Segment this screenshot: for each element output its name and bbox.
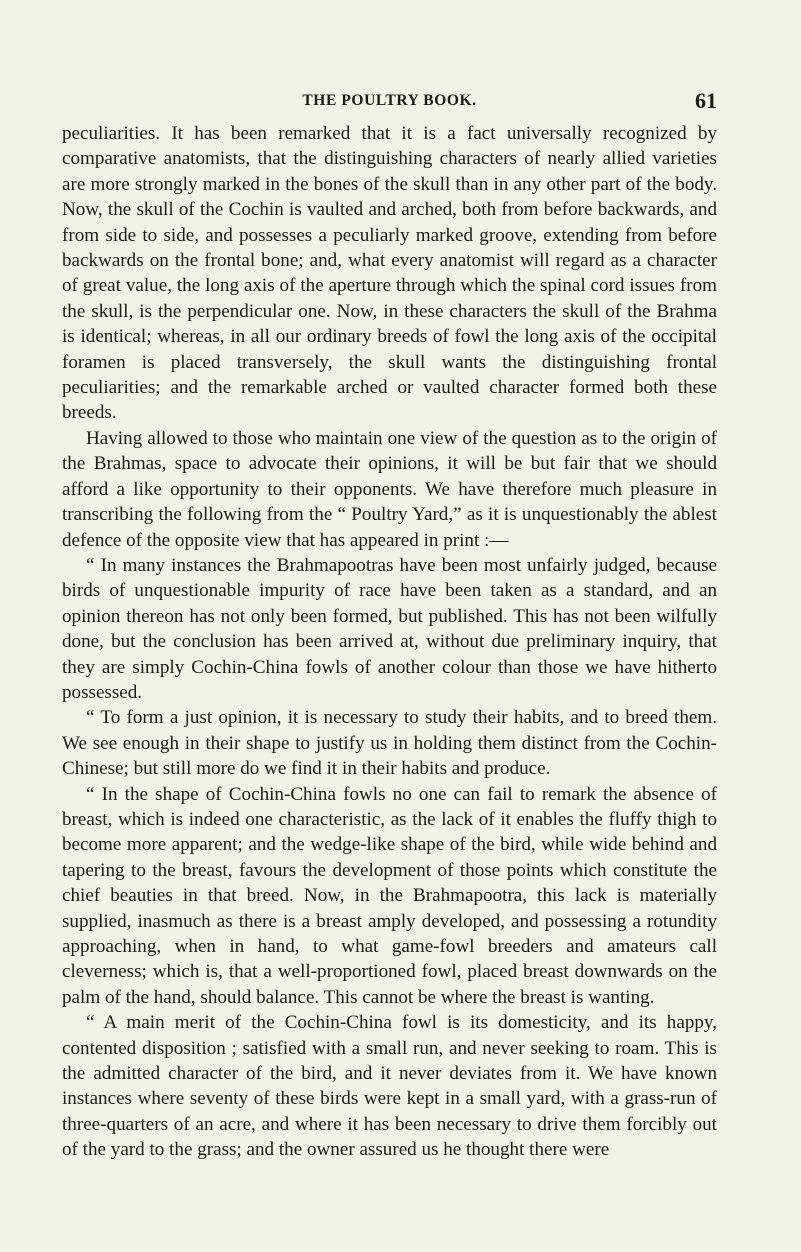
paragraph: “ In the shape of Cochin-China fowls no one can fail to remark the absence of breast, which is indeed one characteristic, as the lack of it enables the fluffy thigh to become more apparent; and the wedge-like shape of the bird, while wide behind and tapering to the breast, favours the development of those points which constitute the chief beauties in that breed. Now, in the Brahmapootra, this lack is materially supplied, inasmuch as there is a breast amply developed, and possessing a rotundity approaching, when in hand, to what game-fowl breeders and amateurs call cleverness; which is, that a well-proportioned fowl, placed breast downwards on the palm of the hand, should balance. This cannot be where the breast is wanting. [62,783,717,1008]
text-body [62,121,717,1163]
paragraph: “ In many instances the Brahmapootras have been most unfairly judged, because birds of unquestionable impurity of race have been taken as a standard, and an opinion thereon has not only been formed, but published. This has not been wilfully done, but the conclusion has been arrived at, without due preliminary inquiry, that they are simply Cochin-China fowls of another colour than those we have hitherto possessed. [62,554,717,703]
paragraph: Having allowed to those who maintain one view of the question as to the origin of the Brahmas, space to advocate their opinions, it will be but fair that we should afford a like opportunity to their opponents. We have therefore much pleasure in transcribing the following from the “ Poultry Yard,” as it is unquestionably the ablest defence of the opposite view that has appeared in print :— [62,427,717,551]
paragraph: peculiarities. It has been remarked that it is a fact universally recognized by comparative anatomists, that the distinguishing characters of nearly allied varieties are more strongly marked in the bones of the skull than in any other part of the body. Now, the skull of the Cochin is vaulted and arched, both from before backwards, and from side to side, and possesses a peculiarly marked groove, extending from before backwards on the frontal bone; and, what every anatomist will regard as a character of great value, the long axis of the aperture through which the spinal cord issues from the skull, is the perpendicular one. Now, in these characters the skull of the Brahma is identical; whereas, in all our ordinary breeds of fowl the long axis of the occipital foramen is placed transversely, the skull wants the distinguishing frontal peculiarities; and the remarkable arched or vaulted character formed both these breeds. [62,123,717,424]
running-title: THE POULTRY BOOK. [302,92,477,109]
paragraph: “ A main merit of the Cochin-China fowl is its domesticity, and its happy, contented disposition ; satisfied with a small run, and never seeking to roam. This is the admitted character of the bird, and it never deviates from it. We have known instances where seventy of these birds were kept in a small yard, with a grass-run of three-quarters of an acre, and where it has been necessary to drive them forcibly out of the yard to the grass; and the owner assured us he thought there were [62,1012,717,1161]
running-head [62,88,717,118]
page-number: 61 [695,88,717,113]
paragraph: “ To form a just opinion, it is necessary to study their habits, and to breed them. We see enough in their shape to justify us in holding them distinct from the Cochin-Chinese; but still more do we find it in their habits and produce. [62,707,717,780]
